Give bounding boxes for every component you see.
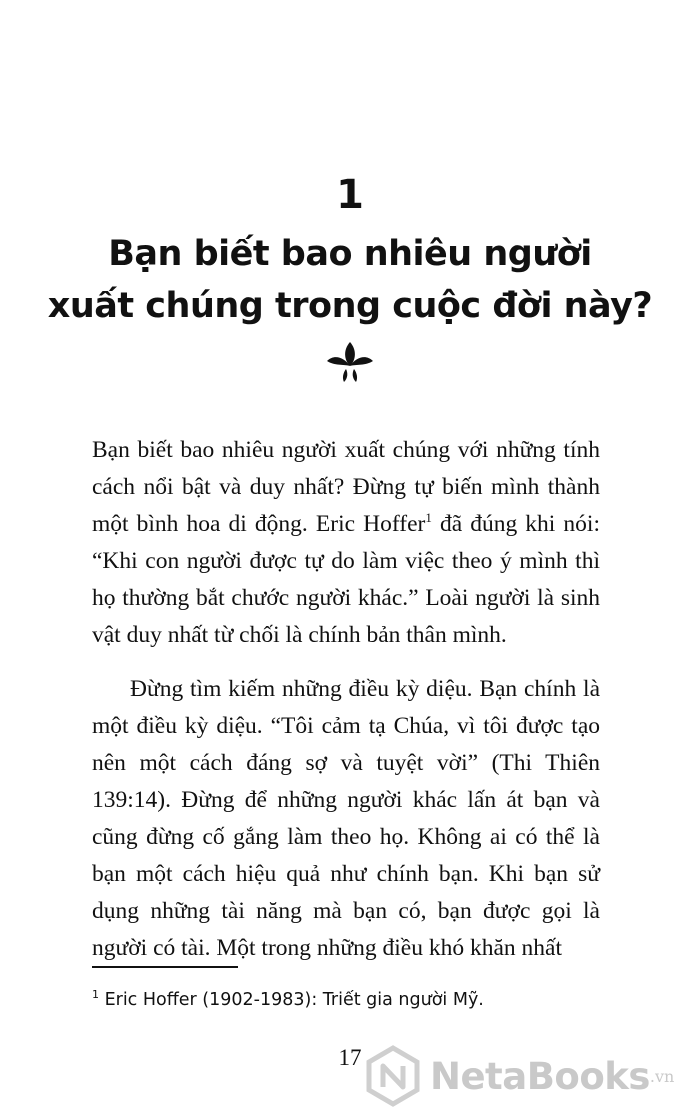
fleuron-ornament-icon	[326, 340, 374, 384]
netabooks-logo-icon	[362, 1045, 424, 1107]
body-text	[92, 432, 600, 967]
page-number: 17	[338, 1045, 362, 1070]
paragraph-1-text-b: đã đúng khi nói: “Khi con người được tự do làm việc theo ý mình thì họ thường bắt chước người khác.” Loài người là sinh vật duy nhất từ chối là chính bản thân mình.	[92, 511, 600, 648]
footnote-reference: 1	[425, 510, 432, 526]
footnote-mark: 1	[92, 988, 99, 1001]
footnote-text: Eric Hoffer (1902-1983): Triết gia người Mỹ.	[99, 989, 484, 1010]
footnote	[92, 982, 612, 1013]
chapter-title-line-1: Bạn biết bao nhiêu người	[108, 234, 592, 274]
footnote-divider	[92, 966, 238, 968]
watermark	[362, 1040, 692, 1112]
watermark-brand: NetaBooks	[430, 1054, 650, 1098]
chapter-title-line-2: xuất chúng trong cuộc đời này?	[47, 286, 653, 326]
watermark-suffix: .vn	[649, 1066, 675, 1086]
chapter-title	[40, 228, 660, 332]
paragraph-1-text-a: Bạn biết bao nhiêu người xuất chúng với những tính cách nổi bật và duy nhất? Đừng tự biến mình thành một bình hoa di động. Eric Hoffer	[92, 437, 600, 537]
chapter-number: 1	[336, 172, 364, 218]
paragraph-1	[92, 432, 600, 654]
paragraph-2: Đừng tìm kiếm những điều kỳ diệu. Bạn chính là một điều kỳ diệu. “Tôi cảm tạ Chúa, vì tôi được tạo nên một cách đáng sợ và tuyệt vời” (Thi Thiên 139:14). Đừng để những người khác lấn át bạn và cũng đừng cố gắng làm theo họ. Không ai có thể là bạn một cách hiệu quả như chính bạn. Khi bạn sử dụng những tài năng mà bạn có, bạn được gọi là người có tài. Một trong những điều khó khăn nhất	[92, 676, 600, 961]
